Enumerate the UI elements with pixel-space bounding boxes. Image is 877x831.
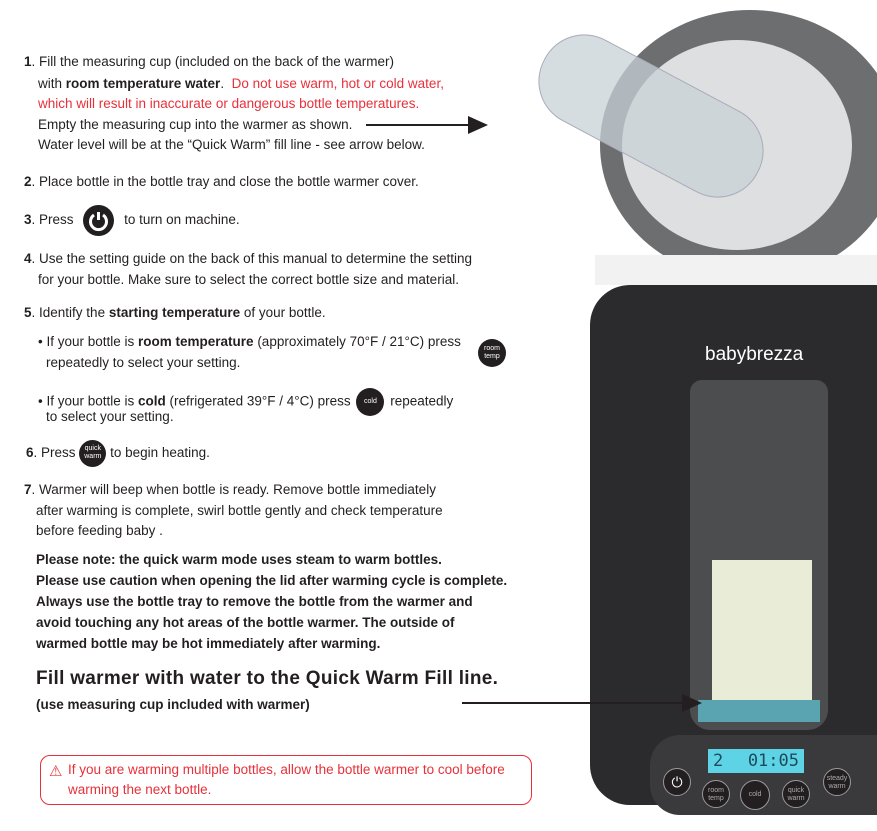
text: Identify the	[39, 305, 109, 320]
note-line: Please use caution when opening the lid after warming cycle is complete.	[36, 573, 508, 588]
step-number: 6	[26, 445, 34, 461]
room-temp-line	[38, 334, 461, 349]
text: to begin heating.	[110, 445, 210, 461]
label: temp	[708, 795, 724, 802]
arrow-icon	[366, 124, 484, 126]
warning-text: If you are warming multiple bottles, allow the bottle warmer to cool before	[68, 762, 505, 777]
step-3: 3. Press to turn on machine.	[24, 205, 240, 236]
bold-text: room temperature	[138, 334, 254, 349]
step-text: Press	[39, 212, 74, 228]
bold-text: starting temperature	[108, 305, 241, 320]
label: cold	[748, 791, 762, 798]
lcd-setting: 2	[713, 751, 724, 771]
panel-steady-warm-button	[823, 768, 851, 796]
warning-text: which will result in inaccurate or dangerous bottle temperatures.	[38, 96, 420, 111]
step-text: Empty the measuring cup into the warmer as shown.	[38, 117, 353, 132]
text: with	[38, 76, 66, 91]
panel-room-temp-button	[702, 780, 730, 808]
step-number: 3	[24, 212, 32, 228]
note-line: avoid touching any hot areas of the bottle warmer. The outside of	[36, 615, 455, 630]
label: quick	[84, 445, 101, 452]
note-line: Always use the bottle tray to remove the bottle from the warmer and	[36, 594, 473, 609]
note-line: Please note: the quick warm mode uses steam to warm bottles.	[36, 552, 442, 567]
label: warm	[84, 453, 102, 460]
fill-heading: Fill warmer with water to the Quick Warm Fill line.	[36, 668, 499, 689]
text: (approximately 70°F / 21°C) press	[253, 334, 461, 349]
step-5: 5. Identify the starting temperature of your bottle.	[24, 305, 326, 320]
label: room	[708, 787, 724, 794]
text: .	[220, 76, 225, 91]
text: • If your bottle is	[38, 334, 139, 349]
step-number: 4	[24, 251, 32, 266]
bottle-milk	[712, 560, 812, 700]
fill-subheading: (use measuring cup included with warmer)	[36, 697, 310, 712]
text: Press	[41, 445, 76, 461]
step-7: 7. Warmer will beep when bottle is ready. Remove bottle immediately	[24, 482, 436, 497]
panel-quick-warm-button	[782, 780, 810, 808]
lcd-display	[708, 749, 804, 773]
step-4: 4. Use the setting guide on the back of this manual to determine the setting	[24, 251, 473, 266]
warmer-rim	[595, 255, 877, 285]
water-level	[698, 700, 820, 722]
lcd-time: 01:05	[747, 751, 799, 771]
step-1: 1. Fill the measuring cup (included on the back of the warmer)	[24, 54, 394, 69]
warning-box	[40, 755, 532, 805]
label: warm	[787, 795, 805, 802]
step-number: 5	[24, 305, 32, 320]
step-text: Warmer will beep when bottle is ready. Remove bottle immediately	[39, 482, 436, 497]
bold-text: cold	[138, 393, 166, 409]
note-line: warmed bottle may be hot immediately after warming.	[36, 636, 381, 651]
power-icon	[83, 205, 114, 236]
step-text: Fill the measuring cup (included on the back of the warmer)	[39, 54, 394, 69]
step-number: 7	[24, 482, 32, 497]
panel-cold-button	[740, 780, 770, 810]
step-number: 2	[24, 174, 32, 189]
step-6: 6. Press quick warm to begin heating.	[26, 440, 210, 467]
step-number: 1	[24, 54, 32, 69]
warning-triangle-icon: ⚠	[49, 763, 63, 780]
step-2: 2. Place bottle in the bottle tray and close the bottle warmer cover.	[24, 174, 419, 189]
step-text: repeatedly to select your setting.	[46, 355, 241, 370]
label: warm	[828, 783, 846, 790]
text: repeatedly	[390, 393, 454, 409]
label: temp	[484, 353, 500, 360]
quick-warm-button-icon	[79, 440, 106, 467]
step-text: after warming is complete, swirl bottle gently and check temperature	[36, 503, 443, 518]
label: quick	[787, 787, 805, 794]
step-text: Use the setting guide on the back of this manual to determine the setting	[39, 251, 473, 266]
cold-button-icon	[356, 388, 384, 416]
fill-line-arrow-icon	[462, 702, 698, 704]
step-text: before feeding baby .	[36, 523, 163, 538]
bold-text: room temperature water	[65, 76, 221, 91]
text: of your bottle.	[240, 305, 326, 320]
text: • If your bottle is	[38, 393, 139, 409]
step-text: for your bottle. Make sure to select the correct bottle size and material.	[38, 272, 459, 287]
text: (refrigerated 39°F / 4°C) press	[165, 393, 351, 409]
step-text: to select your setting.	[46, 409, 174, 424]
brand-logo: babybrezza	[705, 344, 804, 365]
step-text: Water level will be at the “Quick Warm” fill line - see arrow below.	[38, 137, 425, 152]
label: cold	[364, 398, 377, 405]
step-1-line2	[38, 76, 444, 91]
panel-power-button: ⏻	[663, 768, 691, 796]
warning-text: Do not use warm, hot or cold water,	[231, 76, 444, 91]
step-text: to turn on machine.	[124, 212, 240, 228]
warning-text: warming the next bottle.	[68, 782, 212, 797]
label: room	[484, 345, 500, 352]
label: steady	[826, 775, 848, 782]
step-text: Place bottle in the bottle tray and close the bottle warmer cover.	[39, 174, 419, 189]
